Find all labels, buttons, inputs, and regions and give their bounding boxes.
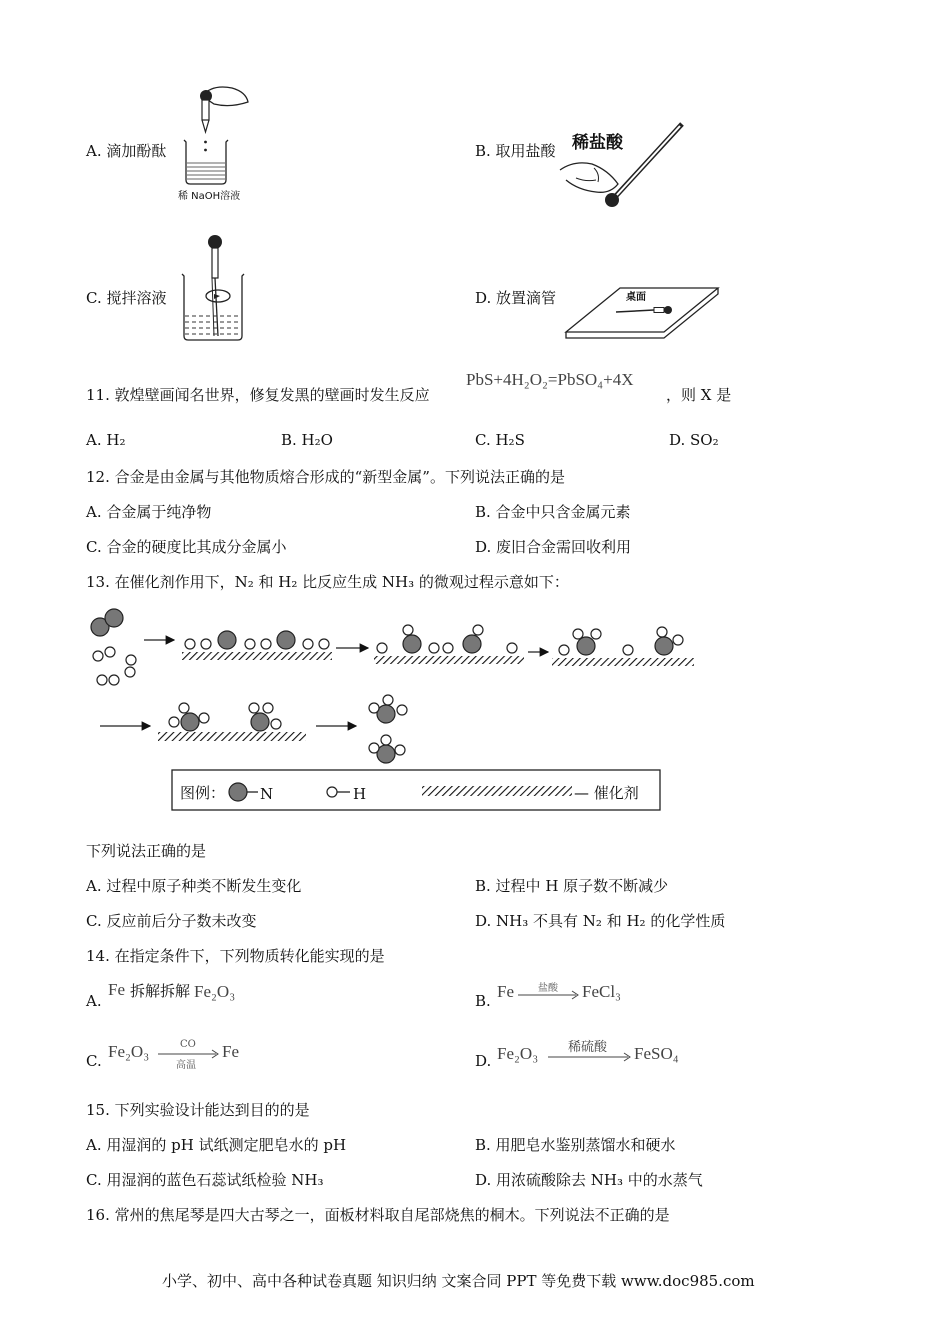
desk-label: 桌面 — [626, 292, 646, 303]
q11-stem-pre: 11. 敦煌壁画闻名世界，修复发黑的壁画时发生反应 — [86, 386, 430, 404]
q15-option-b: B. 用肥皂水鉴别蒸馏水和硬水 — [475, 1136, 676, 1154]
q13-option-d: D. NH₃ 不具有 N₂ 和 H₂ 的化学性质 — [475, 912, 726, 930]
q14-option-b-to: FeCl₃ — [582, 982, 621, 1001]
page-footer[interactable]: 小学、初中、高中各种试卷真题 知识归纳 文案合同 PPT 等免费下载 www.doc985.com — [162, 1272, 755, 1290]
q11-option-c: C. H₂S — [475, 431, 525, 449]
q11-option-b: B. H₂O — [281, 431, 333, 449]
q13-option-a: A. 过程中原子种类不断发生变化 — [86, 877, 302, 895]
q12-option-c: C. 合金的硬度比其成分金属小 — [86, 538, 287, 556]
q11-stem-post: ，则 X 是 — [666, 386, 732, 404]
taking-hydrochloric-acid-figure — [556, 118, 691, 210]
nitrogen-atom-icon — [229, 783, 247, 801]
naoh-label: 稀 NaOH溶液 — [178, 191, 241, 202]
q12-stem: 12. 合金是由金属与其他物质熔合形成的“新型金属”。下列说法正确的是 — [86, 468, 565, 486]
q12-option-d: D. 废旧合金需回收利用 — [475, 538, 632, 556]
q14-option-a-to: Fe₂O₃ — [194, 982, 236, 1001]
q14-option-b-from: Fe — [497, 982, 514, 1001]
placing-dropper-figure — [562, 282, 722, 344]
catalyst-icon — [422, 786, 572, 796]
legend-catalyst: — 催化剂 — [574, 784, 639, 802]
q14-option-b-label: B. — [475, 992, 491, 1010]
q12-option-b: B. 合金中只含金属元素 — [475, 503, 631, 521]
q16-stem: 16. 常州的焦尾琴是四大古琴之一，面板材料取自尾部烧焦的桐木。下列说法不正确的是 — [86, 1206, 670, 1224]
ammonia-synthesis-process-diagram — [86, 600, 706, 820]
hcl-label: 稀盐酸 — [572, 133, 623, 153]
hydrogen-atom-icon — [327, 787, 337, 797]
q14-option-d-arrow-icon — [548, 1052, 632, 1062]
q14-option-c-condition-2: 高温 — [176, 1060, 196, 1071]
q14-stem: 14. 在指定条件下，下列物质转化能实现的是 — [86, 947, 385, 965]
dropping-phenolphthalein-figure — [172, 78, 252, 203]
q14-option-d-from: Fe₂O₃ — [497, 1044, 539, 1063]
q13-stem: 13. 在催化剂作用下，N₂ 和 H₂ 比反应生成 NH₃ 的微观过程示意如下： — [86, 573, 569, 591]
legend-title: 图例： — [180, 784, 226, 802]
q10-option-b: B. 取用盐酸 — [475, 142, 556, 160]
q15-stem: 15. 下列实验设计能达到目的的是 — [86, 1101, 310, 1119]
q11-option-a: A. H₂ — [86, 431, 126, 449]
q12-option-a: A. 合金属于纯净物 — [86, 503, 212, 521]
q10-option-c: C. 搅拌溶液 — [86, 289, 167, 307]
legend-n: N — [260, 785, 274, 803]
q14-option-d-condition: 稀硫酸 — [568, 1040, 608, 1055]
q14-option-c-condition: CO — [180, 1039, 196, 1050]
q14-option-d-to: FeSO₄ — [634, 1044, 679, 1063]
q14-option-c-to: Fe — [222, 1042, 239, 1061]
q14-option-b-condition: 盐酸 — [538, 983, 558, 994]
q14-option-a-from: Fe — [108, 980, 125, 999]
q10-option-a: A. 滴加酚酞 — [86, 142, 167, 160]
q15-option-d: D. 用浓硫酸除去 NH₃ 中的水蒸气 — [475, 1171, 703, 1189]
q14-option-c-label: C. — [86, 1052, 102, 1070]
q14-option-b-arrow-icon — [518, 990, 580, 1000]
q13-option-b: B. 过程中 H 原子数不断减少 — [475, 877, 669, 895]
q11-option-d: D. SO₂ — [669, 431, 719, 449]
q11-formula: PbS+4H₂O₂=PbSO₄+4X — [466, 370, 634, 389]
legend-h: H — [353, 785, 367, 803]
q15-option-c: C. 用湿润的蓝色石蕊试纸检验 NH₃ — [86, 1171, 324, 1189]
q13-option-c: C. 反应前后分子数未改变 — [86, 912, 257, 930]
q15-option-a: A. 用湿润的 pH 试纸测定肥皂水的 pH — [86, 1136, 347, 1154]
q14-option-d-label: D. — [475, 1052, 492, 1070]
q14-option-a-label: A. — [86, 992, 102, 1010]
q14-option-a-condition: 拆解拆解 — [130, 982, 191, 1000]
q13-sub-stem: 下列说法正确的是 — [86, 842, 207, 860]
q10-option-d: D. 放置滴管 — [475, 289, 557, 307]
stirring-solution-figure — [176, 232, 248, 348]
q14-option-c-from: Fe₂O₃ — [108, 1042, 150, 1061]
